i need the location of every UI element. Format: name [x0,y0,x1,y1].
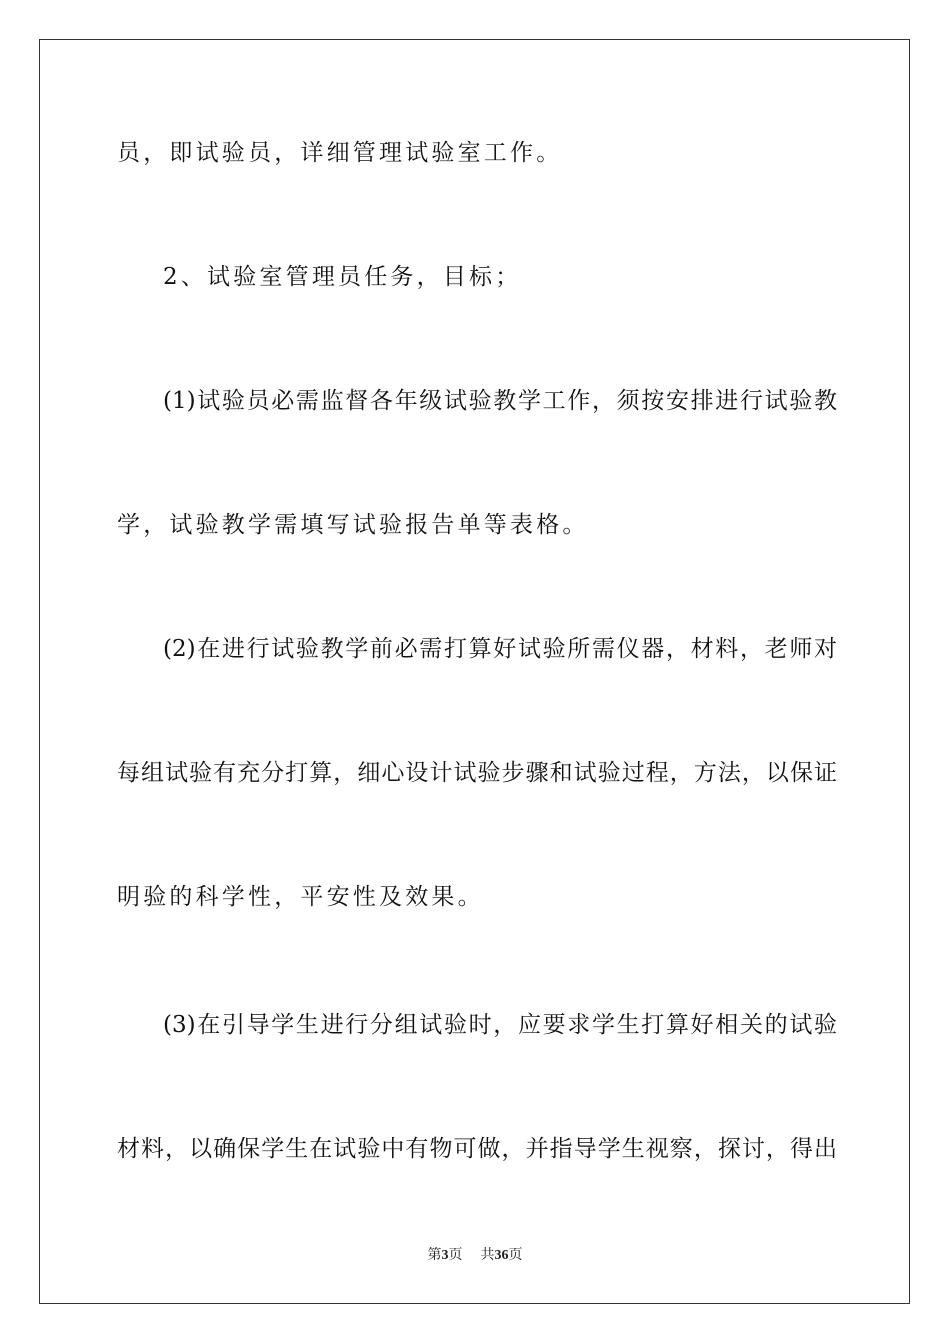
paragraph-line-6: 每组试验有充分打算，细心设计试验步骤和试验过程，方法，以保证 [117,760,837,786]
section-heading-2: 2、试验室管理员任务，目标； [163,264,522,290]
footer-page-prefix: 第 [427,1248,442,1263]
paragraph-line-7: 明验的科学性，平安性及效果。 [117,884,484,910]
paragraph-line-8: (3)在引导学生进行分组试验时，应要求学生打算好相关的试验 [163,1012,837,1038]
paragraph-line-1: 员，即试验员，详细管理试验室工作。 [117,140,563,166]
footer-page-suffix: 页 [448,1248,463,1263]
footer-total-suffix: 页 [508,1248,523,1263]
footer-total-prefix: 共 [480,1248,495,1263]
page-footer [0,1246,950,1266]
footer-page-number: 3 [441,1248,449,1263]
footer-total-pages: 36 [494,1248,509,1263]
page-border [39,39,910,1304]
paragraph-line-3: (1)试验员必需监督各年级试验教学工作，须按安排进行试验教 [163,388,837,414]
paragraph-line-4: 学，试验教学需填写试验报告单等表格。 [117,512,589,538]
paragraph-line-9: 材料，以确保学生在试验中有物可做，并指导学生视察，探讨，得出 [117,1136,837,1162]
paragraph-line-5: (2)在进行试验教学前必需打算好试验所需仪器，材料，老师对 [163,636,837,662]
